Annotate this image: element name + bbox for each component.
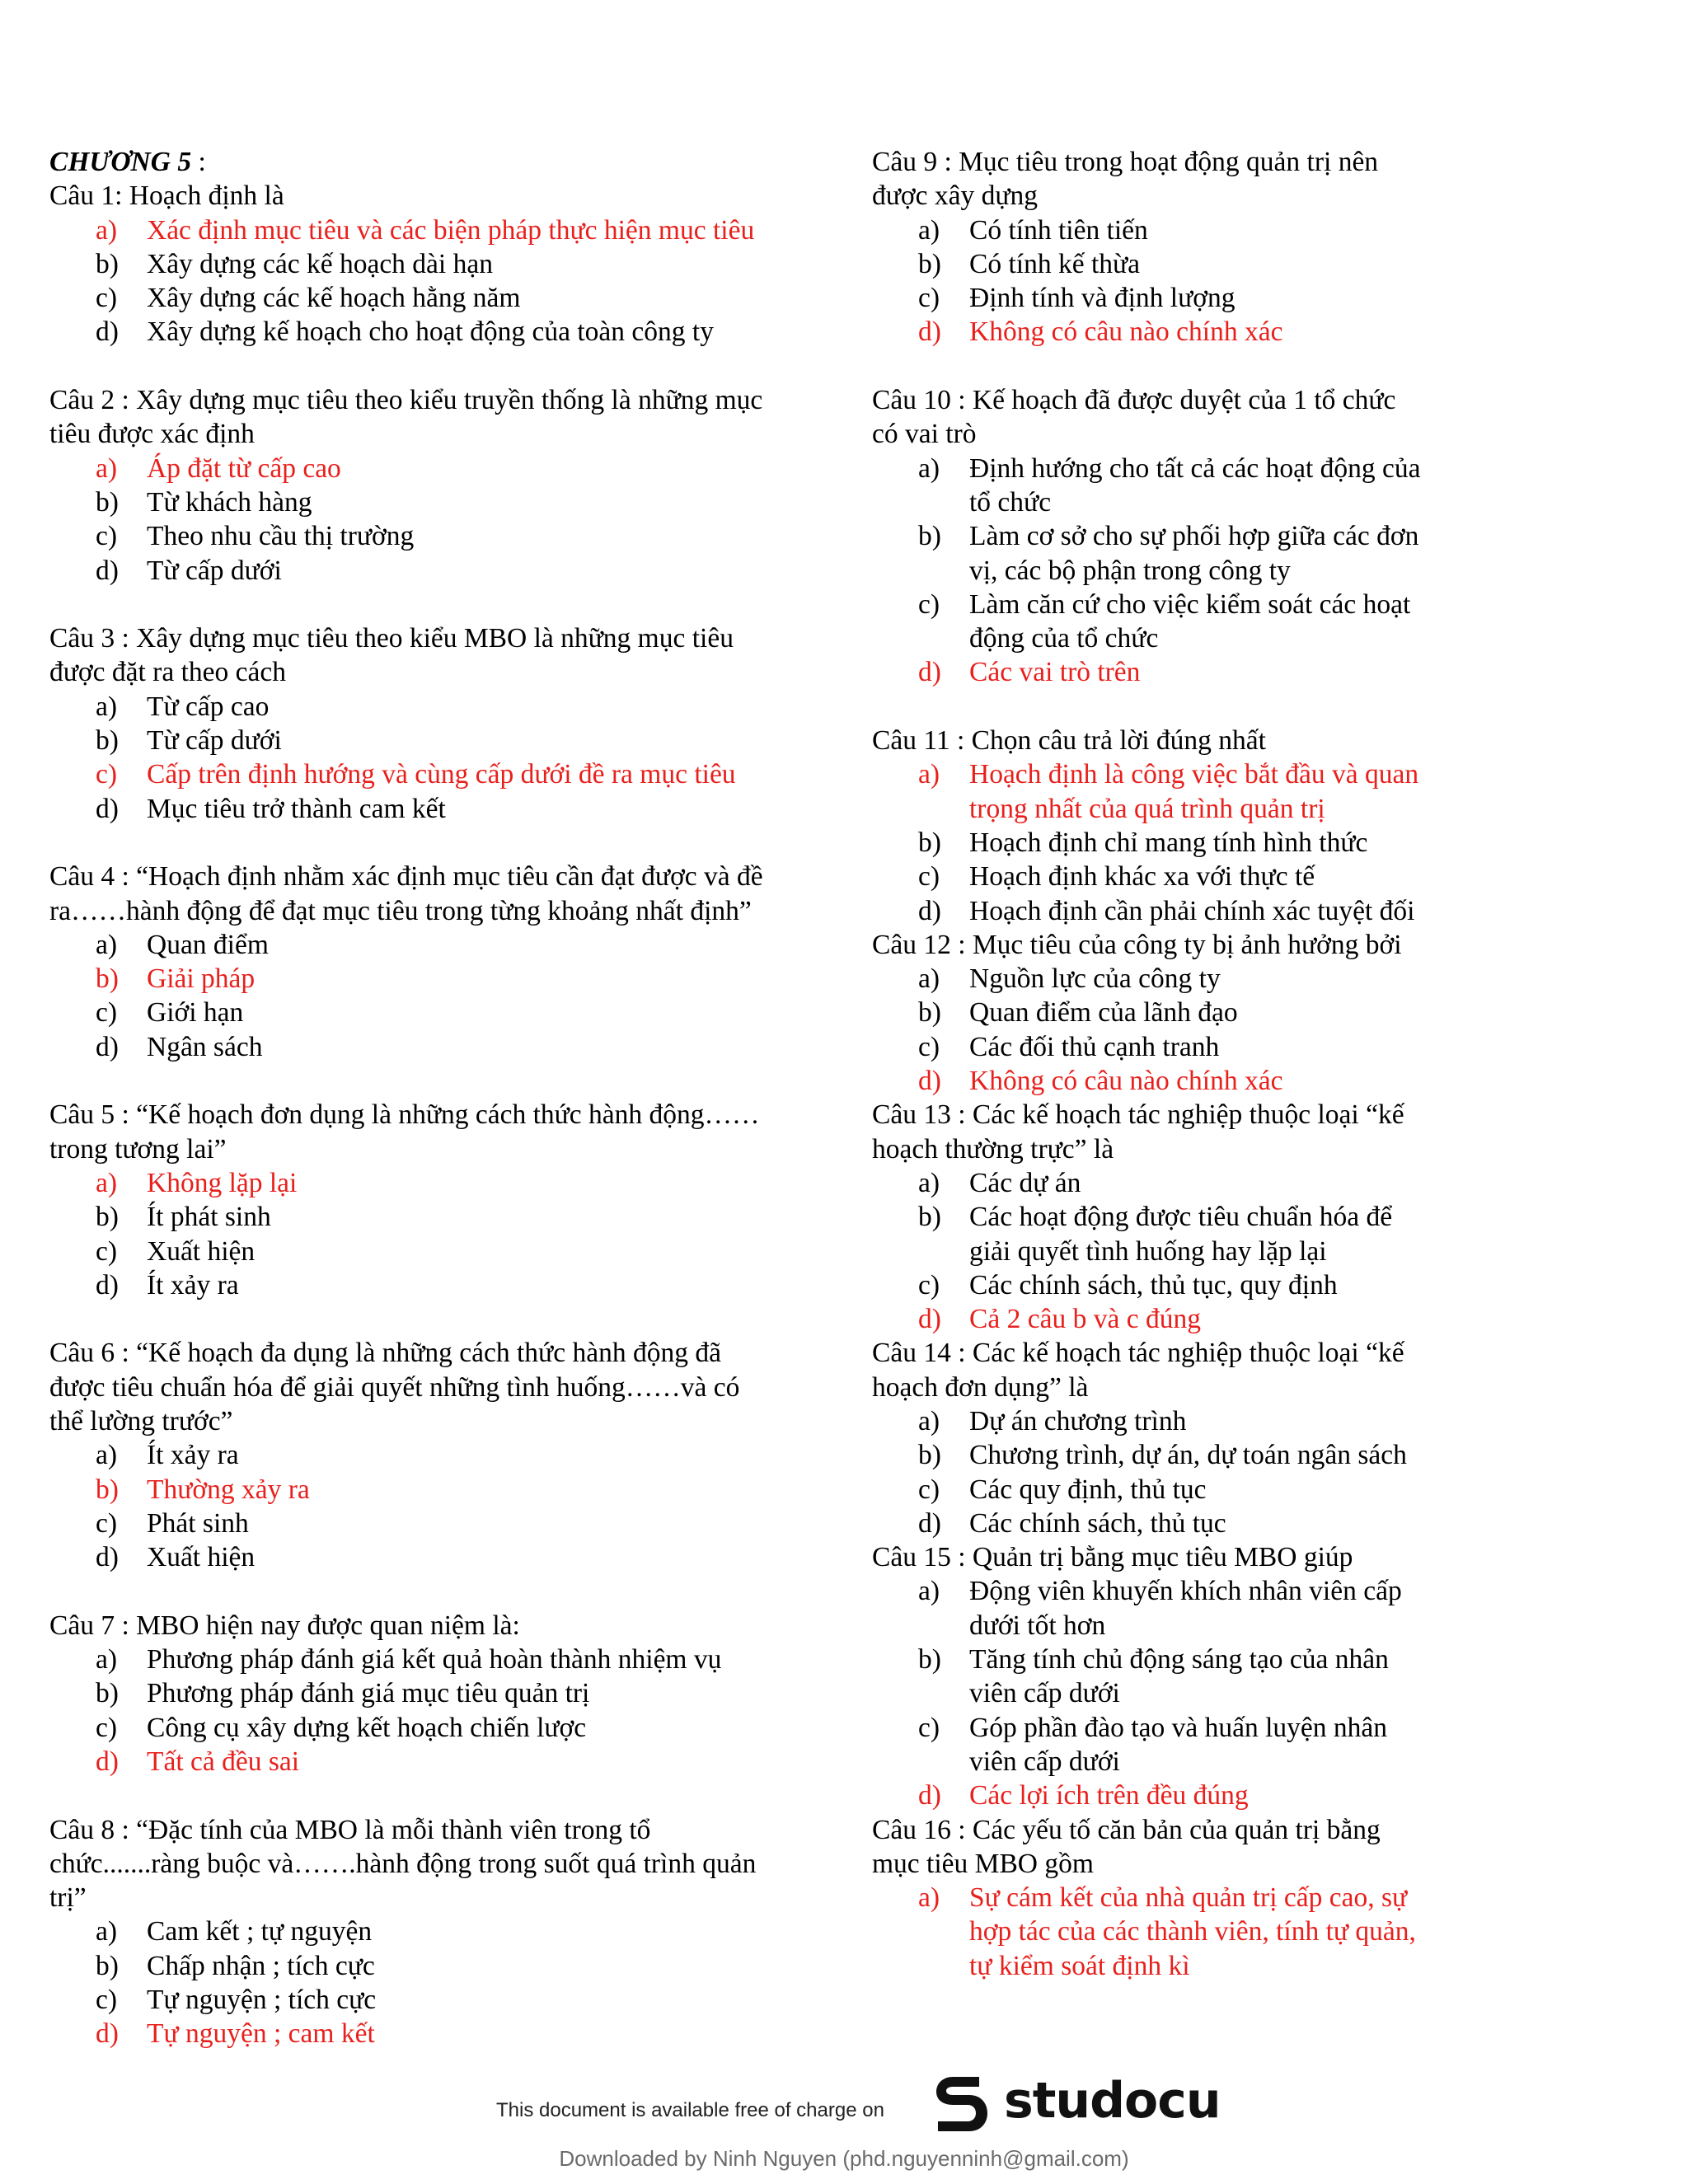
option-text: Định hướng cho tất cả các hoạt động của tổ chức [969,452,1421,518]
option-label: a) [918,214,940,246]
answer-option-correct [872,757,1424,826]
answer-option-correct [872,1064,1424,1098]
answer-option [49,1643,775,1676]
option-label: a) [918,1167,940,1198]
option-label: a) [96,929,118,960]
option-label: b) [918,997,941,1029]
option-text: Làm căn cứ cho việc kiểm soát các hoạt động của tổ chức [969,588,1411,654]
answer-option [49,315,775,349]
answer-option [49,1540,775,1574]
option-label: a) [918,1576,940,1607]
answer-option [49,485,775,519]
answer-option [49,1235,775,1268]
option-label: d) [918,1066,941,1097]
option-text: Nguồn lực của công ty [969,963,1221,995]
spacer [49,349,775,383]
question-block [872,1098,1424,1336]
option-text: Tất cả đều sai [147,1746,300,1777]
spacer [49,1302,775,1336]
option-text: Làm cơ sở cho sự phối hợp giữa các đơn vị, các bộ phận trong công ty [969,521,1419,586]
answer-option-correct [872,655,1424,689]
option-label: a) [96,1644,118,1675]
question-text: Câu 15 : Quản trị bằng mục tiêu MBO giúp [872,1542,1353,1573]
question-text: Câu 12 : Mục tiêu của công ty bị ảnh hưởng bởi [872,929,1402,960]
option-label: c) [918,1474,940,1505]
option-label: c) [918,283,940,314]
option-label: c) [96,759,118,790]
studocu-availability-note: This document is available free of charge on [496,2099,884,2121]
answer-options [872,1404,1424,1540]
option-label: c) [96,521,118,552]
question-text: Câu 6 : “Kế hoạch đa dụng là những cách thức hành động đã được tiêu chuẩn hóa để giải quyết những tình huống……và có thể lường trước” [49,1338,740,1436]
option-label: d) [96,1031,119,1062]
answer-options [49,452,775,588]
option-text: Cam kết ; tự nguyện [147,1916,373,1947]
option-text: Chương trình, dự án, dự toán ngân sách [969,1440,1407,1471]
answer-options [49,690,775,826]
question-text: Câu 5 : “Kế hoạch đơn dụng là những cách thức hành động……trong tương lai” [49,1099,760,1165]
option-label: c) [918,588,940,620]
answer-option [872,1711,1424,1779]
option-label: d) [918,657,941,688]
option-label: d) [96,316,119,348]
answer-option-correct [872,1779,1424,1812]
question-block [49,383,775,588]
question-text: Câu 2 : Xây dựng mục tiêu theo kiểu truyền thống là những mục tiêu được xác định [49,385,763,450]
question-text: Câu 13 : Các kế hoạch tác nghiệp thuộc loại “kế hoạch thường trực” là [872,1099,1404,1165]
answer-options [872,757,1424,927]
answer-option-correct [49,1745,775,1779]
question-text: Câu 8 : “Đặc tính của MBO là mỗi thành viên trong tổ chức.......ràng buộc và…….hành động trong suốt quá trình quản trị” [49,1814,757,1914]
option-text: Có tính tiên tiến [969,214,1148,246]
answer-option [49,690,775,724]
question-block [49,1336,775,1574]
option-label: b) [918,827,941,858]
option-text: Không có câu nào chính xác [969,316,1283,348]
option-text: Không có câu nào chính xác [969,1066,1283,1097]
question-block [872,1336,1424,1540]
answer-option-correct [872,315,1424,349]
answer-options [872,1574,1424,1812]
answer-options [872,1881,1424,1983]
answer-option [872,1574,1424,1643]
option-text: Hoạch định chỉ mang tính hình thức [969,827,1368,858]
option-label: d) [96,2018,119,2050]
spacer [49,1779,775,1812]
answer-option [49,247,775,281]
answer-option [872,588,1424,656]
answer-option-correct [49,1166,775,1200]
option-label: c) [96,283,118,314]
answer-option [872,1404,1424,1438]
option-text: Các chính sách, thủ tục, quy định [969,1269,1338,1301]
option-text: Các hoạt động được tiêu chuẩn hóa để giải quyết tình huống hay lặp lại [969,1202,1393,1267]
option-label: a) [96,452,118,484]
question-text: Câu 1: Hoạch định là [49,180,284,212]
option-text: Phương pháp đánh giá kết quả hoàn thành nhiệm vụ [147,1644,722,1675]
option-label: b) [96,1202,119,1233]
answer-option [872,826,1424,860]
answer-option-correct [49,757,775,791]
option-text: Từ cấp dưới [147,725,282,757]
option-text: Phát sinh [147,1507,249,1539]
option-text: Góp phần đào tạo và huấn luyện nhân viên cấp dưới [969,1712,1388,1777]
option-text: Phương pháp đánh giá mục tiêu quản trị [147,1678,590,1709]
option-text: Ít phát sinh [147,1202,271,1233]
answer-option [49,554,775,588]
option-label: d) [918,1304,941,1335]
option-text: Xây dựng các kế hoạch dài hạn [147,248,493,279]
answer-option-correct [872,1302,1424,1336]
answer-options [872,1166,1424,1336]
answer-option [872,247,1424,281]
question-text: Câu 4 : “Hoạch định nhằm xác định mục tiêu cần đạt được và đề ra……hành động để đạt mục tiêu trong từng khoảng nhất định” [49,861,763,926]
option-text: Xác định mục tiêu và các biện pháp thực hiện mục tiêu [147,214,755,246]
question-text: Câu 7 : MBO hiện nay được quan niệm là: [49,1610,520,1641]
answer-options [872,213,1424,349]
answer-option [872,1643,1424,1711]
answer-option [872,1030,1424,1064]
option-text: Theo nhu cầu thị trường [147,521,415,552]
option-label: b) [918,1644,941,1675]
option-label: a) [96,1440,118,1471]
spacer [872,690,1424,724]
answer-option [872,1507,1424,1540]
option-text: Cả 2 câu b và c đúng [969,1304,1201,1335]
option-label: a) [96,214,118,246]
answer-option [872,894,1424,928]
option-text: Công cụ xây dựng kết hoạch chiến lược [147,1712,587,1743]
answer-option [872,996,1424,1029]
option-text: Từ cấp dưới [147,555,282,586]
option-text: Giải pháp [147,963,256,995]
option-label: c) [96,1235,118,1267]
answer-option [49,1676,775,1710]
answer-option [872,213,1424,247]
question-block [872,724,1424,928]
option-text: Xuất hiện [147,1542,256,1573]
option-text: Xây dựng các kế hoạch hằng năm [147,283,521,314]
spacer [49,826,775,860]
option-label: c) [96,1712,118,1743]
answer-options [49,213,775,349]
answer-option [49,1915,775,1948]
answer-option [49,281,775,315]
answer-option-correct [49,452,775,485]
answer-option [872,1268,1424,1302]
option-label: d) [918,316,941,348]
option-text: Hoạch định cần phải chính xác tuyệt đối [969,895,1415,926]
option-label: a) [96,691,118,722]
option-label: c) [918,1712,940,1743]
studocu-logo-icon [928,2070,1002,2136]
option-text: Giới hạn [147,997,244,1029]
option-label: b) [96,1474,119,1505]
left-column [49,145,775,2051]
option-text: Quan điểm [147,929,269,960]
answer-option [49,519,775,553]
studocu-logo-text: studocu [1004,2072,1221,2130]
option-label: b) [96,248,119,279]
option-text: Các chính sách, thủ tục [969,1507,1226,1539]
option-text: Có tính kế thừa [969,248,1141,279]
question-text: Câu 3 : Xây dựng mục tiêu theo kiểu MBO là những mục tiêu được đặt ra theo cách [49,623,734,688]
answer-option [49,1200,775,1234]
option-label: c) [96,1507,118,1539]
question-text: Câu 9 : Mục tiêu trong hoạt động quản trị nên được xây dựng [872,147,1379,212]
question-block [49,1609,775,1779]
answer-option [49,1030,775,1064]
option-text: Từ cấp cao [147,691,270,722]
option-text: Từ khách hàng [147,486,312,518]
option-text: Hoạch định là công việc bắt đầu và quan trọng nhất của quá trình quản trị [969,759,1419,824]
option-text: Tự nguyện ; tích cực [147,1985,377,2016]
question-text: Câu 16 : Các yếu tố căn bản của quản trị bằng mục tiêu MBO gồm [872,1814,1381,1879]
option-label: d) [96,793,119,824]
answer-option-correct [49,2017,775,2050]
question-block [49,179,775,349]
option-text: Tăng tính chủ động sáng tạo của nhân viên cấp dưới [969,1644,1389,1709]
option-label: d) [96,1269,119,1301]
answer-option [49,1507,775,1540]
option-label: a) [96,1916,118,1947]
answer-option-correct [872,1881,1424,1983]
option-label: b) [96,1950,119,1981]
option-label: b) [918,521,941,552]
question-text: Câu 14 : Các kế hoạch tác nghiệp thuộc loại “kế hoạch đơn dụng” là [872,1338,1404,1403]
answer-option [49,1949,775,1983]
option-text: Xây dựng kế hoạch cho hoạt động của toàn công ty [147,316,714,348]
option-label: c) [918,861,940,893]
option-text: Các đối thủ cạnh tranh [969,1031,1220,1062]
answer-option [872,1200,1424,1268]
question-block [49,860,775,1064]
option-text: Tự nguyện ; cam kết [147,2018,375,2050]
option-text: Áp đặt từ cấp cao [147,452,341,484]
answer-options [49,1643,775,1779]
answer-option [49,1983,775,2017]
answer-options [872,962,1424,1098]
question-block [49,1813,775,2051]
option-label: c) [918,1031,940,1062]
question-block [872,928,1424,1098]
answer-option [49,928,775,962]
option-label: a) [918,1882,940,1914]
option-text: Thường xảy ra [147,1474,310,1505]
answer-options [49,1166,775,1302]
option-text: Xuất hiện [147,1235,256,1267]
option-text: Ngân sách [147,1031,263,1062]
option-label: a) [918,452,940,484]
question-block [872,145,1424,349]
option-text: Hoạch định khác xa với thực tế [969,861,1315,893]
answer-option-correct [49,1473,775,1507]
option-label: d) [96,1746,119,1777]
option-text: Động viên khuyến khích nhân viên cấp dưới tốt hơn [969,1576,1402,1641]
chapter-heading [49,145,775,179]
spacer [49,1064,775,1098]
spacer [872,349,1424,383]
question-block [49,1098,775,1302]
answer-option [872,281,1424,315]
option-label: d) [918,1780,941,1811]
answer-option [872,1166,1424,1200]
option-label: b) [96,725,119,757]
studocu-logo[interactable] [928,2070,1221,2136]
question-text: Câu 10 : Kế hoạch đã được duyệt của 1 tổ chức có vai trò [872,385,1396,450]
question-block [872,1813,1424,1983]
answer-option [49,1438,775,1472]
option-label: d) [918,895,941,926]
chapter-title-suffix: : [191,147,206,177]
answer-option-correct [49,213,775,247]
option-text: Mục tiêu trở thành cam kết [147,793,446,824]
answer-option [872,452,1424,520]
option-text: Định tính và định lượng [969,283,1236,314]
spacer [49,588,775,621]
answer-options [49,1438,775,1574]
chapter-title: CHƯƠNG 5 [49,147,192,177]
option-label: d) [96,1542,119,1573]
answer-option-correct [49,962,775,996]
question-block [872,383,1424,690]
option-label: d) [96,555,119,586]
option-label: b) [918,1202,941,1233]
answer-option [872,1438,1424,1472]
answer-options [49,1915,775,2050]
option-label: c) [96,1985,118,2016]
option-label: a) [96,1167,118,1198]
option-text: Các dự án [969,1167,1081,1198]
option-label: b) [918,1440,941,1471]
option-label: a) [918,963,940,995]
answer-options [872,452,1424,690]
option-label: b) [96,963,119,995]
option-label: b) [96,1678,119,1709]
option-label: c) [918,1269,940,1301]
right-column [872,145,1424,1983]
option-text: Các quy định, thủ tục [969,1474,1207,1505]
option-label: a) [918,1405,940,1436]
spacer [49,1574,775,1608]
option-text: Không lặp lại [147,1167,298,1198]
option-text: Các vai trò trên [969,657,1141,688]
option-text: Các lợi ích trên đều đúng [969,1780,1249,1811]
option-text: Chấp nhận ; tích cực [147,1950,375,1981]
option-text: Sự cám kết của nhà quản trị cấp cao, sự hợp tác của các thành viên, tính tự quản, tự kiểm soát định kì [969,1882,1416,1981]
answer-option [872,860,1424,893]
option-label: b) [96,486,119,518]
option-text: Dự án chương trình [969,1405,1187,1436]
option-label: b) [918,248,941,279]
question-block [49,621,775,826]
answer-option [872,1473,1424,1507]
option-text: Cấp trên định hướng và cùng cấp dưới đề ra mục tiêu [147,759,736,790]
option-text: Ít xảy ra [147,1440,239,1471]
answer-options [49,928,775,1064]
option-label: d) [918,1507,941,1539]
option-label: c) [96,997,118,1029]
answer-option [872,519,1424,588]
option-text: Quan điểm của lãnh đạo [969,997,1238,1029]
answer-option [49,1268,775,1302]
answer-option [49,1711,775,1745]
question-text: Câu 11 : Chọn câu trả lời đúng nhất [872,725,1266,757]
option-text: Ít xảy ra [147,1269,239,1301]
download-attribution: Downloaded by Ninh Nguyen (phd.nguyenninh@gmail.com) [559,2146,1129,2171]
option-label: a) [918,759,940,790]
answer-option [49,792,775,826]
answer-option [49,996,775,1029]
answer-option [872,962,1424,996]
question-block [872,1540,1424,1812]
answer-option [49,724,775,757]
